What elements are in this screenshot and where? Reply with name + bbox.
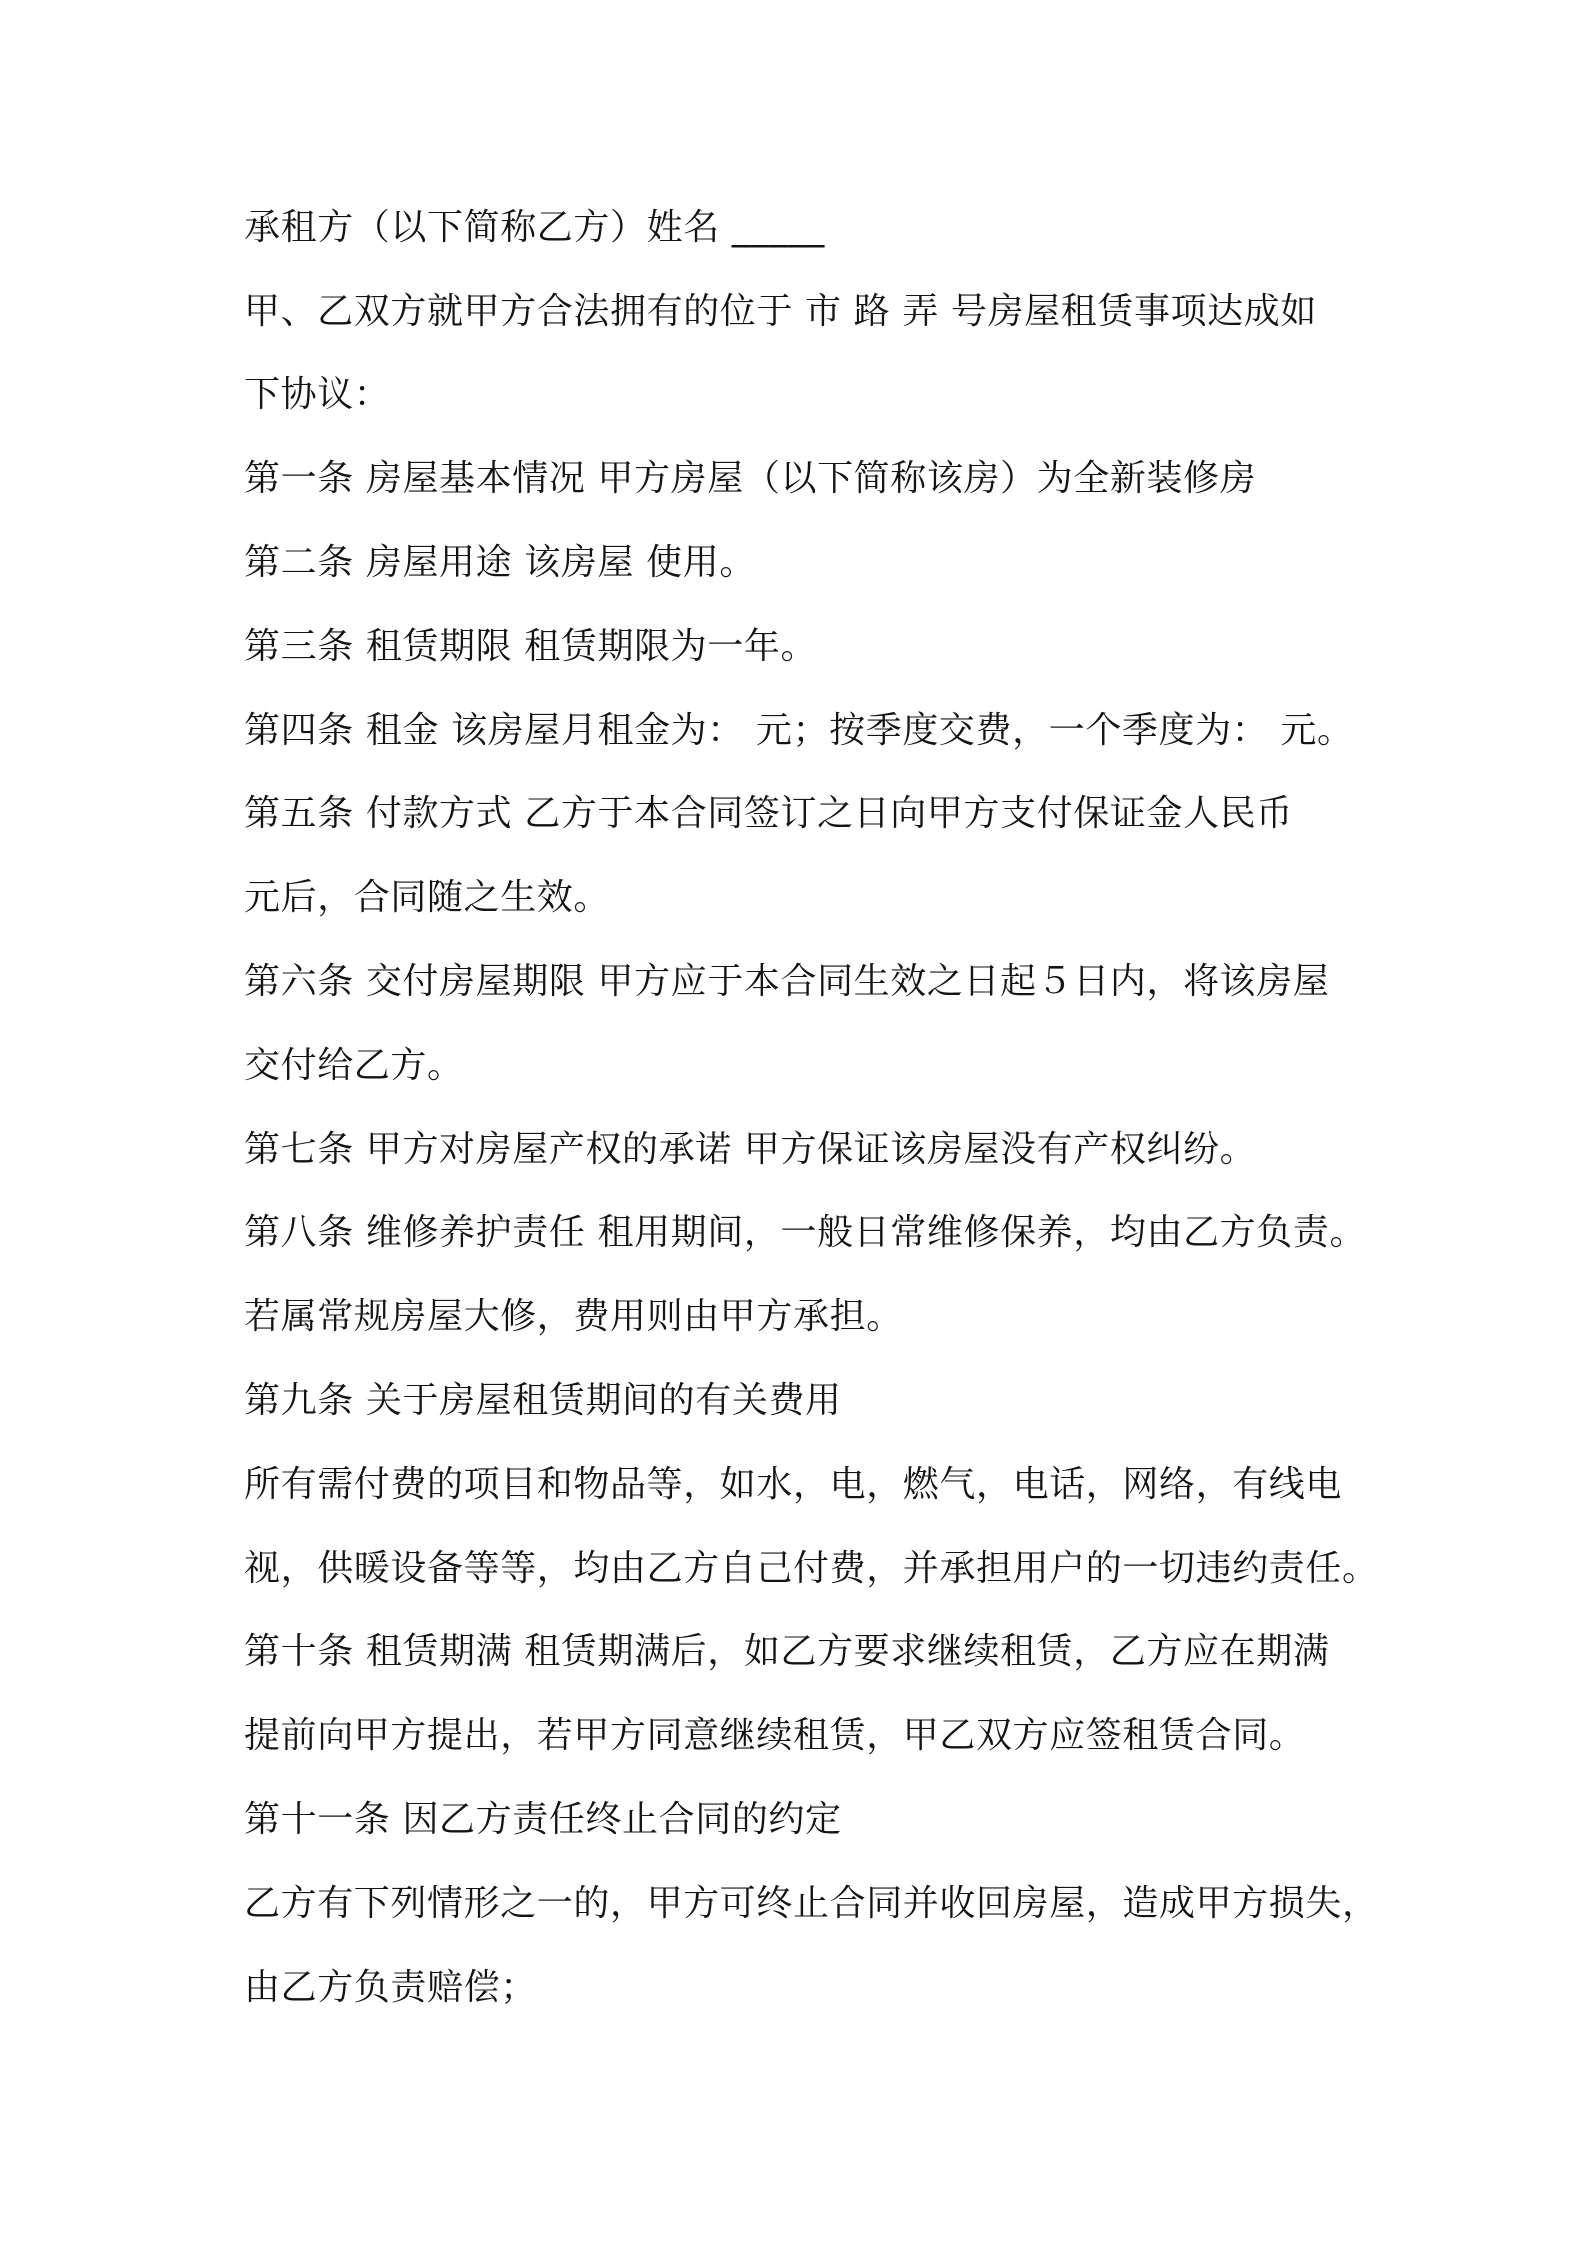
text-line-article-10: 第十条 租赁期满 租赁期满后，如乙方要求继续租赁，乙方应在期满 bbox=[244, 1631, 1330, 1672]
text-line-article-5: 第五条 付款方式 乙方于本合同签订之日向甲方支付保证金人民币 bbox=[244, 793, 1293, 834]
text-line-article-6-cont: 交付给乙方。 bbox=[244, 1045, 464, 1086]
text-line-article-8-cont: 若属常规房屋大修，费用则由甲方承担。 bbox=[244, 1296, 903, 1337]
text-line-article-5-cont: 元后，合同随之生效。 bbox=[244, 877, 611, 918]
text-line-article-9: 第九条 关于房屋租赁期间的有关费用 bbox=[244, 1380, 842, 1421]
text-line-intro-cont: 下协议： bbox=[244, 374, 391, 415]
text-line-tenant-name: 承租方（以下简称乙方）姓名 _____ bbox=[244, 207, 825, 248]
text-line-article-2: 第二条 房屋用途 该房屋 使用。 bbox=[244, 542, 756, 583]
text-line-article-11-body-cont: 由乙方负责赔偿； bbox=[244, 1967, 537, 2008]
text-line-article-11-body: 乙方有下列情形之一的，甲方可终止合同并收回房屋，造成甲方损失， bbox=[244, 1883, 1379, 1924]
text-line-article-9-body: 所有需付费的项目和物品等，如水，电，燃气，电话，网络，有线电 bbox=[244, 1464, 1343, 1505]
text-line-article-11: 第十一条 因乙方责任终止合同的约定 bbox=[244, 1799, 842, 1840]
text-line-article-7: 第七条 甲方对房屋产权的承诺 甲方保证该房屋没有产权纠纷。 bbox=[244, 1129, 1257, 1170]
text-line-article-3: 第三条 租赁期限 租赁期限为一年。 bbox=[244, 626, 818, 667]
text-line-article-8: 第八条 维修养护责任 租用期间，一般日常维修保养，均由乙方负责。 bbox=[244, 1212, 1367, 1253]
text-line-article-6: 第六条 交付房屋期限 甲方应于本合同生效之日起５日内，将该房屋 bbox=[244, 961, 1330, 1002]
text-line-article-10-cont: 提前向甲方提出，若甲方同意继续租赁，甲乙双方应签租赁合同。 bbox=[244, 1715, 1306, 1756]
text-line-article-1: 第一条 房屋基本情况 甲方房屋（以下简称该房）为全新装修房 bbox=[244, 458, 1257, 499]
text-line-article-4: 第四条 租金 该房屋月租金为： 元；按季度交费，一个季度为： 元。 bbox=[244, 710, 1354, 751]
text-line-intro: 甲、乙双方就甲方合法拥有的位于 市 路 弄 号房屋租赁事项达成如 bbox=[244, 291, 1317, 332]
text-line-article-9-body-cont: 视，供暖设备等等，均由乙方自己付费，并承担用户的一切违约责任。 bbox=[244, 1548, 1379, 1589]
